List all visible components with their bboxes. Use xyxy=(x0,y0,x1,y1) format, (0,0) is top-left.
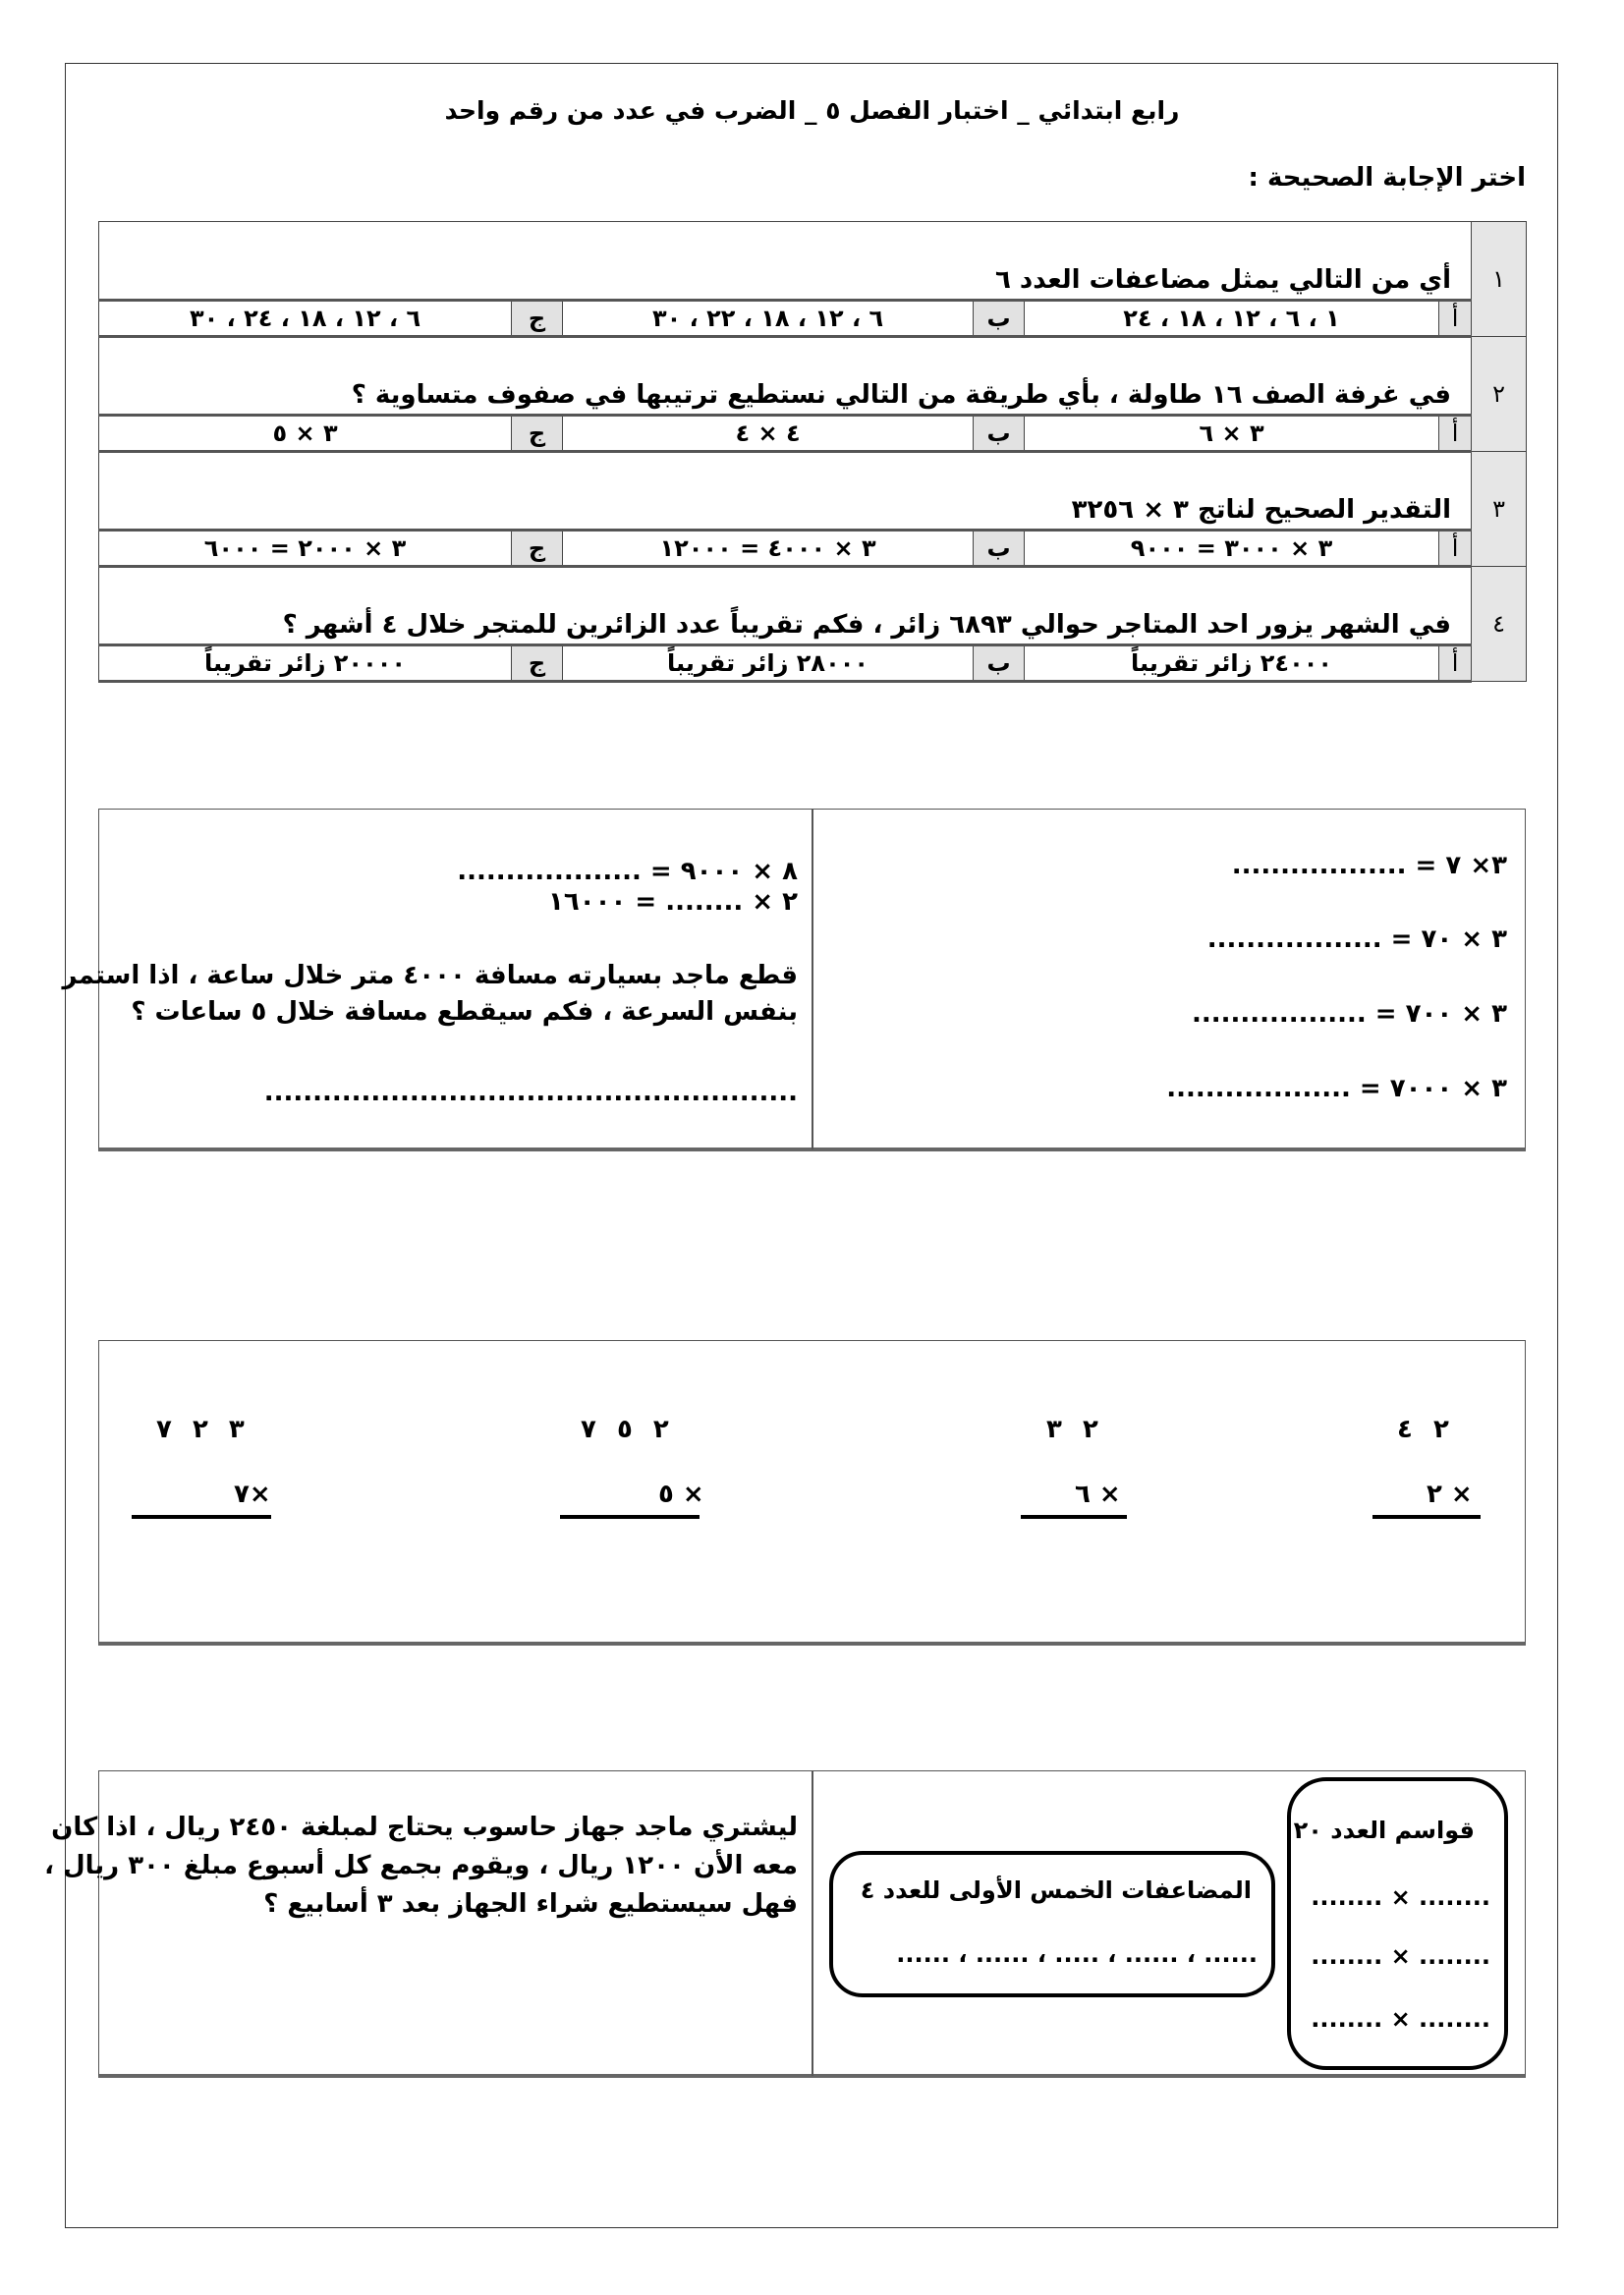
multiplier: × ٢ xyxy=(1427,1480,1473,1509)
multiplicand: ٣ ٢ ٧ xyxy=(156,1415,245,1444)
option-letter: أ xyxy=(1439,301,1472,337)
multiplier: × ٦ xyxy=(1075,1480,1121,1509)
option-letter: ب xyxy=(974,301,1025,337)
options-row xyxy=(99,416,1527,452)
equation: ٣ × ٧٠٠٠ = ................... xyxy=(1166,1074,1507,1103)
option-1[interactable]: ٤ × ٤ xyxy=(563,416,974,452)
option-1[interactable]: ٣ × ٤٠٠٠ = ١٢٠٠٠ xyxy=(563,531,974,567)
word-problem-line: قطع ماجد بسيارته مسافة ٤٠٠٠ متر خلال ساعة ، اذا استمر xyxy=(62,961,798,990)
word-problem-line: ليشتري ماجد جهاز حاسوب يحتاج لمبلغة ٢٤٥٠ ريال ، اذا كان xyxy=(51,1813,798,1842)
option-letter: ب xyxy=(974,645,1025,682)
multiplicand: ٢ ٣ xyxy=(1046,1415,1098,1444)
option-letter: ب xyxy=(974,531,1025,567)
word-problem-line: معه الأن ١٢٠٠ ريال ، ويقوم بجمع كل أسبوع مبلغ ٣٠٠ ريال ، xyxy=(44,1851,798,1880)
word-problem-line: بنفس السرعة ، فكم سيقطع مسافة خلال ٥ ساعات ؟ xyxy=(131,997,798,1027)
option-1[interactable]: ٢٨٠٠٠ زائر تقريباً xyxy=(563,645,974,682)
page-title: رابع ابتدائي _ اختبار الفصل ٥ _ الضرب في عدد من رقم واحد xyxy=(444,96,1180,125)
multiplicand: ٢ ٥ ٧ xyxy=(581,1415,669,1444)
answer-underline xyxy=(1372,1515,1481,1519)
multiples-box xyxy=(829,1851,1275,1997)
answer-underline xyxy=(1021,1515,1127,1519)
multiplier: × ٥ xyxy=(658,1480,704,1509)
question-number: ٤ xyxy=(1472,567,1527,682)
options-row xyxy=(99,645,1527,682)
answer-underline xyxy=(132,1515,271,1519)
question-number: ٢ xyxy=(1472,337,1527,452)
column-divider xyxy=(812,1770,813,2076)
option-letter: ب xyxy=(974,416,1025,452)
multiplicand: ٢ ٤ xyxy=(1397,1415,1449,1444)
option-letter: ج xyxy=(512,301,563,337)
option-letter: ج xyxy=(512,416,563,452)
section-3-box xyxy=(98,1340,1526,1646)
word-problem-line: فهل سيستطيع شراء الجهاز بعد ٣ أسابيع ؟ xyxy=(263,1889,798,1919)
factor-pair-blank: ........ × ........ xyxy=(1311,1883,1490,1911)
equation: ٣ × ٧٠٠ = .................. xyxy=(1191,999,1507,1029)
column-divider xyxy=(812,809,813,1149)
option-2[interactable]: ٢٠٠٠٠ زائر تقريباً xyxy=(99,645,512,682)
question-row xyxy=(99,567,1527,645)
option-2[interactable]: ٦ ، ١٢ ، ١٨ ، ٢٤ ، ٣٠ xyxy=(99,301,512,337)
option-0[interactable]: ٣ × ٦ xyxy=(1025,416,1439,452)
option-2[interactable]: ٣ × ٥ xyxy=(99,416,512,452)
instruction: اختر الإجابة الصحيحة : xyxy=(1248,163,1526,193)
option-letter: أ xyxy=(1439,531,1472,567)
question-number: ٣ xyxy=(1472,452,1527,567)
answer-underline xyxy=(560,1515,700,1519)
question-row xyxy=(99,222,1527,301)
option-1[interactable]: ٦ ، ١٢ ، ١٨ ، ٢٢ ، ٣٠ xyxy=(563,301,974,337)
equation: ٢ × ........ = ١٦٠٠٠ xyxy=(547,887,798,917)
option-letter: أ xyxy=(1439,645,1472,682)
equation: ٣ × ٧٠ = .................. xyxy=(1206,924,1507,954)
option-0[interactable]: ٣ × ٣٠٠٠ = ٩٠٠٠ xyxy=(1025,531,1439,567)
question-text: التقدير الصحيح لناتج ٣ × ٣٢٥٦ xyxy=(99,452,1472,531)
multiplier: ×٧ xyxy=(234,1480,271,1509)
option-letter: ج xyxy=(512,531,563,567)
equation: ٣× ٧ = .................. xyxy=(1231,851,1507,880)
multiples-blanks: ...... ، ...... ، ..... ، ...... ، ...... xyxy=(896,1940,1258,1968)
factor-pair-blank: ........ × ........ xyxy=(1311,2005,1490,2033)
question-text: في الشهر يزور احد المتاجر حوالي ٦٨٩٣ زائر ، فكم تقريباً عدد الزائرين للمتجر خلال ٤ أشهر ؟ xyxy=(99,567,1472,645)
option-2[interactable]: ٣ × ٢٠٠٠ = ٦٠٠٠ xyxy=(99,531,512,567)
factor-pair-blank: ........ × ........ xyxy=(1311,1942,1490,1970)
question-row xyxy=(99,452,1527,531)
factors-box xyxy=(1287,1777,1508,2070)
option-0[interactable]: ٢٤٠٠٠ زائر تقريباً xyxy=(1025,645,1439,682)
answer-line: ....................................................... xyxy=(263,1078,798,1107)
question-text: أي من التالي يمثل مضاعفات العدد ٦ xyxy=(99,222,1472,301)
option-letter: أ xyxy=(1439,416,1472,452)
equation: ٨ × ٩٠٠٠ = ................... xyxy=(457,857,798,886)
factors-title: قواسم العدد ٢٠ xyxy=(1293,1817,1475,1844)
option-0[interactable]: ١ ، ٦ ، ١٢ ، ١٨ ، ٢٤ xyxy=(1025,301,1439,337)
question-text: في غرفة الصف ١٦ طاولة ، بأي طريقة من التالي نستطيع ترتيبها في صفوف متساوية ؟ xyxy=(99,337,1472,416)
question-number: ١ xyxy=(1472,222,1527,337)
mcq-table xyxy=(98,221,1527,683)
option-letter: ج xyxy=(512,645,563,682)
options-row xyxy=(99,531,1527,567)
options-row xyxy=(99,301,1527,337)
question-row xyxy=(99,337,1527,416)
multiples-title: المضاعفات الخمس الأولى للعدد ٤ xyxy=(860,1876,1252,1904)
